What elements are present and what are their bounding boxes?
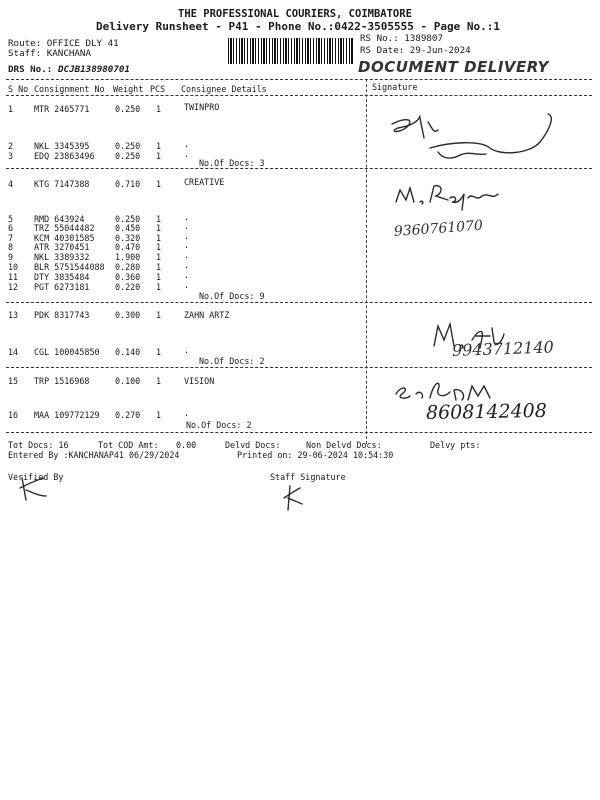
row-weight: 0.100 <box>115 376 141 386</box>
row-pcs: 1 <box>156 141 162 151</box>
row-consignee: . <box>184 240 190 250</box>
row-weight: 0.320 <box>115 233 141 243</box>
entered-by: Entered By :KANCHANAP41 06/29/2024 <box>8 450 180 460</box>
drs-number: DCJB138980701 <box>58 64 130 75</box>
row-consignee: . <box>184 280 190 290</box>
table-bottom-rule <box>6 432 592 433</box>
row-consignment: EDQ 23863496 <box>34 151 95 161</box>
group-divider <box>6 367 592 368</box>
row-sno: 1 <box>8 104 14 114</box>
row-sno: 11 <box>8 272 19 282</box>
barcode <box>228 38 354 64</box>
row-weight: 1.900 <box>115 252 141 262</box>
row-consignment: KCM 40301585 <box>34 233 95 243</box>
row-consignment: NKL 3345395 <box>34 141 90 151</box>
header-bottom-rule <box>6 95 592 96</box>
signature-column-divider <box>366 79 367 444</box>
row-consignee: . <box>184 212 190 222</box>
row-consignee: . <box>184 250 190 260</box>
group-doc-count: No.Of Docs: 3 <box>199 158 265 168</box>
group-divider <box>6 302 592 303</box>
runsheet-title: Delivery Runsheet - P41 - Phone No.:0422-3505555 - Page No.:1 <box>96 20 500 33</box>
row-pcs: 1 <box>156 179 162 189</box>
row-consignment: DTY 3835484 <box>34 272 90 282</box>
row-pcs: 1 <box>156 223 162 233</box>
row-consignment: KTG 7147388 <box>34 179 90 189</box>
row-consignee: . <box>184 270 190 280</box>
row-pcs: 1 <box>156 376 162 386</box>
total-docs: Tot Docs: 16 <box>8 440 69 450</box>
printed-on: Printed on: 29-06-2024 10:54:30 <box>237 450 394 460</box>
row-sno: 13 <box>8 310 19 320</box>
route-text: Route: OFFICE DLY 41 <box>8 38 119 49</box>
row-consignee: . <box>184 260 190 270</box>
row-consignee: . <box>184 221 190 231</box>
row-consignee: . <box>184 345 190 355</box>
handwritten-phone: 9360761070 <box>393 217 484 240</box>
row-consignee: VISION <box>184 376 215 386</box>
row-consignee: . <box>184 139 190 149</box>
col-pcs: PCS <box>150 84 166 94</box>
row-consignment: MTR 2465771 <box>34 104 90 114</box>
total-cod-value: 0.00 <box>176 440 197 450</box>
row-pcs: 1 <box>156 242 162 252</box>
row-sno: 4 <box>8 179 14 189</box>
row-weight: 0.250 <box>115 214 141 224</box>
company-name: THE PROFESSIONAL COURIERS, COIMBATORE <box>178 8 412 20</box>
row-consignment: NKL 3389332 <box>34 252 90 262</box>
col-signature: Signature <box>372 82 418 92</box>
rs-number: RS No.: 1389807 <box>360 33 443 44</box>
row-consignment: RMD 643924 <box>34 214 85 224</box>
col-sno: S No <box>8 84 29 94</box>
row-weight: 0.300 <box>115 310 141 320</box>
document-delivery-stamp: DOCUMENT DELIVERY <box>358 58 549 76</box>
row-pcs: 1 <box>156 347 162 357</box>
col-consignment: Consignment No <box>34 84 105 94</box>
row-sno: 12 <box>8 282 19 292</box>
row-sno: 9 <box>8 252 14 262</box>
handwritten-phone: 9943712140 <box>451 337 555 360</box>
non-delivered-docs: Non Delvd Docs: <box>306 440 382 450</box>
row-pcs: 1 <box>156 104 162 114</box>
row-weight: 0.250 <box>115 104 141 114</box>
row-weight: 0.220 <box>115 282 141 292</box>
row-consignment: CGL 100045850 <box>34 347 100 357</box>
row-pcs: 1 <box>156 310 162 320</box>
row-consignment: BLR 5751544088 <box>34 262 105 272</box>
row-sno: 3 <box>8 151 14 161</box>
recipient-signature-1 <box>380 108 560 170</box>
row-sno: 5 <box>8 214 14 224</box>
row-consignment: PDK 8317743 <box>34 310 90 320</box>
total-cod-label: Tot COD Amt: <box>98 440 159 450</box>
row-sno: 15 <box>8 376 19 386</box>
row-consignee: TWINPRO <box>184 102 220 112</box>
row-weight: 0.270 <box>115 410 141 420</box>
delivered-docs: Delvd Docs: <box>225 440 281 450</box>
handwritten-phone: 8608142408 <box>425 399 548 424</box>
row-weight: 0.250 <box>115 151 141 161</box>
row-consignment: TRZ 55044482 <box>34 223 95 233</box>
row-consignment: PGT 6273181 <box>34 282 90 292</box>
drs-label: DRS No.: <box>8 64 53 75</box>
verified-by-label: Verified By <box>8 472 64 482</box>
group-doc-count: No.Of Docs: 2 <box>186 420 252 430</box>
row-consignee: . <box>184 149 190 159</box>
col-weight: Weight <box>113 84 144 94</box>
row-weight: 0.710 <box>115 179 141 189</box>
row-weight: 0.250 <box>115 141 141 151</box>
recipient-signature-2 <box>392 180 502 214</box>
row-consignee: CREATIVE <box>184 177 225 187</box>
row-weight: 0.360 <box>115 272 141 282</box>
row-sno: 16 <box>8 410 19 420</box>
col-consignee: Consignee Details <box>181 84 267 94</box>
group-doc-count: No.Of Docs: 9 <box>199 291 265 301</box>
delivery-points: Delvy pts: <box>430 440 481 450</box>
row-sno: 6 <box>8 223 14 233</box>
row-pcs: 1 <box>156 282 162 292</box>
group-doc-count: No.Of Docs: 2 <box>199 356 265 366</box>
row-consignment: MAA 109772129 <box>34 410 100 420</box>
rs-date: RS Date: 29-Jun-2024 <box>360 45 471 56</box>
row-sno: 2 <box>8 141 14 151</box>
row-consignee: . <box>184 231 190 241</box>
staff-text: Staff: KANCHANA <box>8 48 91 59</box>
row-consignment: ATR 3270451 <box>34 242 90 252</box>
row-consignee: ZAHN ARTZ <box>184 310 230 320</box>
row-sno: 10 <box>8 262 19 272</box>
table-top-rule <box>6 79 592 80</box>
row-pcs: 1 <box>156 410 162 420</box>
row-consignee: . <box>184 408 190 418</box>
row-pcs: 1 <box>156 262 162 272</box>
row-sno: 14 <box>8 347 19 357</box>
row-pcs: 1 <box>156 214 162 224</box>
staff-signature <box>280 482 310 512</box>
row-consignment: TRP 1516968 <box>34 376 90 386</box>
row-weight: 0.140 <box>115 347 141 357</box>
row-weight: 0.450 <box>115 223 141 233</box>
verifier-signature <box>16 474 52 504</box>
row-sno: 8 <box>8 242 14 252</box>
row-pcs: 1 <box>156 151 162 161</box>
row-pcs: 1 <box>156 252 162 262</box>
row-weight: 0.280 <box>115 262 141 272</box>
row-pcs: 1 <box>156 272 162 282</box>
row-sno: 7 <box>8 233 14 243</box>
staff-signature-label: Staff Signature <box>270 472 346 482</box>
row-weight: 0.470 <box>115 242 141 252</box>
row-pcs: 1 <box>156 233 162 243</box>
